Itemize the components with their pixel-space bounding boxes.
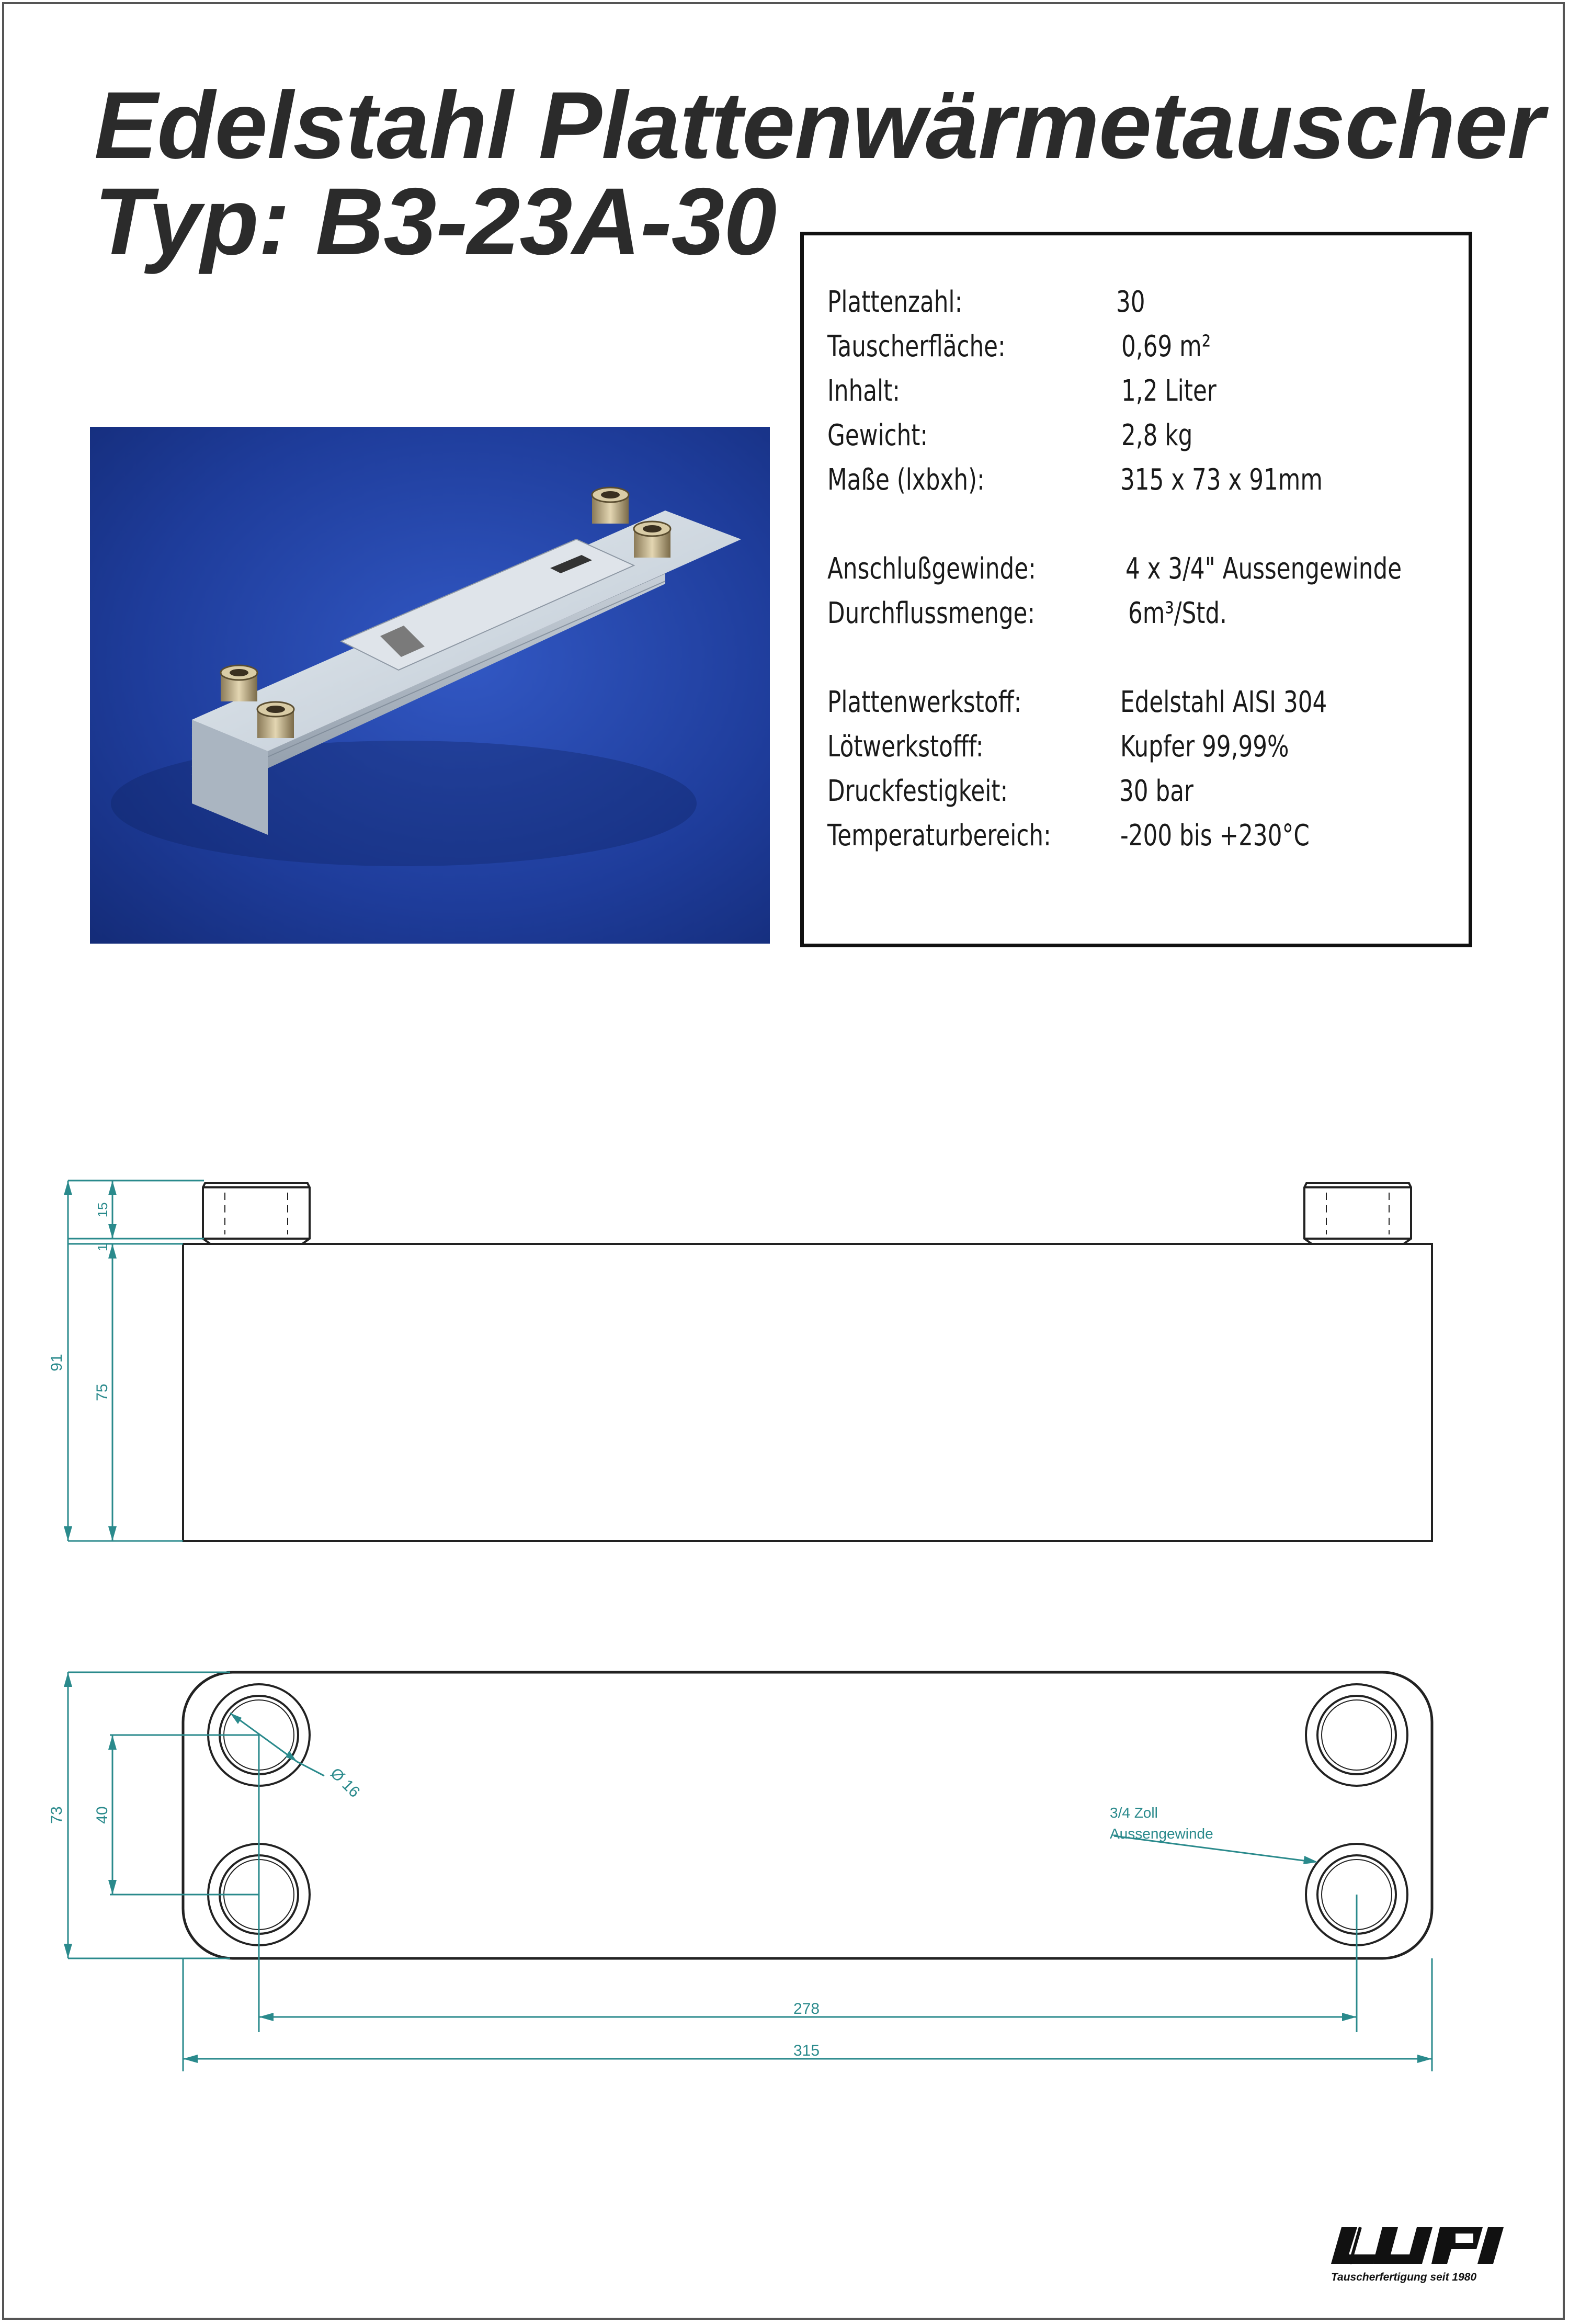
side-view [183,1183,1432,1541]
dim-length: 315 [793,2042,820,2059]
top-view [183,1672,1432,1958]
spec-label: Tauscherfläche: [827,330,1006,364]
spec-label: Lötwerkstofff: [827,730,984,764]
dim-side-gap: 1 [95,1243,110,1252]
spec-label: Maße (lxbxh): [827,463,985,497]
spec-label: Plattenwerkstoff: [827,685,1022,719]
spec-value: 2,8 kg [1121,418,1193,452]
spec-value: Edelstahl AISI 304 [1120,685,1327,719]
thread-note-line2: Aussengewinde [1110,1826,1213,1842]
spec-value: 30 [1116,285,1145,319]
logo-tagline: Tauscherfertigung seit 1980 [1331,2271,1477,2283]
dim-port-distance: 278 [793,2000,820,2017]
spec-label: Anschlußgewinde: [827,552,1036,586]
spec-value: 6m³/Std. [1128,596,1227,630]
spec-value: 315 x 73 x 91mm [1120,463,1323,497]
dim-top-width: 73 [48,1806,65,1824]
dim-top-port-spacing: 40 [94,1806,111,1824]
thread-note-line1: 3/4 Zoll [1110,1805,1158,1821]
spec-value: 4 x 3/4" Aussengewinde [1125,552,1402,586]
dim-side-connector: 15 [95,1202,110,1218]
spec-label: Druckfestigkeit: [827,774,1008,808]
dim-side-total: 91 [48,1354,65,1371]
lupi-logo [1331,2222,1530,2290]
spec-label: Gewicht: [827,418,928,452]
spec-value: 1,2 Liter [1121,374,1216,408]
spec-label: Temperaturbereich: [827,819,1051,853]
spec-label: Plattenzahl: [827,285,963,319]
dim-side-body: 75 [94,1384,111,1401]
spec-label: Durchflussmenge: [827,596,1036,630]
document-subtitle: Typ: B3-23A-30 [94,168,777,275]
spec-value: 30 bar [1119,774,1193,808]
spec-value: Kupfer 99,99% [1120,730,1289,764]
spec-value: 0,69 m² [1121,330,1211,364]
spec-value: -200 bis +230°C [1120,819,1310,853]
spec-label: Inhalt: [827,374,900,408]
dim-port-diameter: Ø 16 [327,1764,363,1801]
document-title: Edelstahl Plattenwärmetauscher [94,72,1544,178]
